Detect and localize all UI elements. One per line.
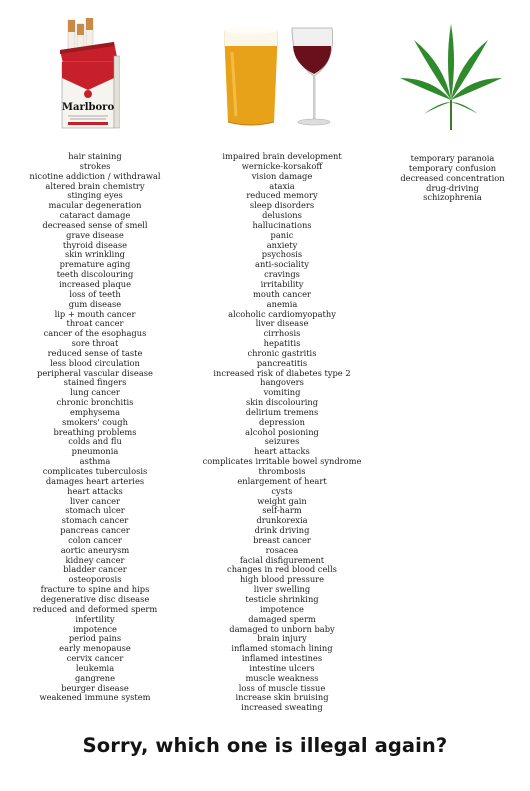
tobacco-effect-item: colds and flu bbox=[68, 436, 122, 447]
alcohol-effect-item: irritability bbox=[260, 278, 304, 289]
tobacco-effect-item: asthma bbox=[79, 456, 111, 467]
alcohol-effect-item: increased risk of diabetes type 2 bbox=[213, 367, 351, 378]
tobacco-effect-item: lip + mouth cancer bbox=[54, 308, 136, 319]
tobacco-effect-item: bladder cancer bbox=[63, 564, 127, 575]
tobacco-effect-item: breathing problems bbox=[53, 426, 137, 437]
tobacco-effect-item: pneumonia bbox=[71, 446, 119, 457]
caption-text: Sorry, which one is illegal again? bbox=[82, 734, 448, 757]
tobacco-effect-item: degenerative disc disease bbox=[40, 593, 150, 604]
tobacco-effect-item: infertility bbox=[75, 613, 115, 624]
alcohol-effect-item: loss of muscle tissue bbox=[238, 682, 326, 693]
alcohol-effect-item: impotence bbox=[260, 603, 304, 614]
tobacco-effect-item: throat cancer bbox=[66, 318, 124, 329]
tobacco-effect-item: complicates tuberculosis bbox=[42, 466, 148, 476]
beer-and-wine-icon bbox=[220, 22, 340, 132]
alcohol-effect-item: muscle weakness bbox=[245, 672, 319, 683]
tobacco-effect-item: macular degeneration bbox=[48, 200, 142, 211]
tobacco-effect-item: fracture to spine and hips bbox=[40, 584, 150, 595]
alcohol-effect-item: increase skin bruising bbox=[235, 692, 329, 703]
alcohol-effect-item: breast cancer bbox=[253, 534, 311, 545]
tobacco-effect-item: nicotine addiction / withdrawal bbox=[29, 170, 161, 181]
alcohol-effect-item: liver disease bbox=[255, 318, 309, 329]
tobacco-effect-item: less blood circulation bbox=[50, 357, 140, 368]
alcohol-effect-item: hallucinations bbox=[252, 219, 312, 230]
alcohol-effect-item: facial disfigurement bbox=[239, 554, 325, 565]
tobacco-effect-item: premature aging bbox=[59, 259, 131, 270]
cannabis-leaf-icon bbox=[398, 20, 504, 132]
alcohol-effects-list bbox=[192, 152, 372, 713]
tobacco-effect-item: increased plaque bbox=[58, 278, 132, 289]
tobacco-effect-item: thyroid disease bbox=[62, 239, 128, 250]
tobacco-effect-item: grave disease bbox=[66, 229, 124, 240]
tobacco-effect-item: peripheral vascular disease bbox=[37, 367, 153, 378]
tobacco-effect-item: sore throat bbox=[71, 338, 119, 349]
tobacco-effect-item: stomach cancer bbox=[61, 515, 129, 526]
alcohol-effect-item: reduced memory bbox=[246, 190, 318, 201]
alcohol-effect-item: cravings bbox=[264, 269, 300, 280]
alcohol-effect-item: impaired brain development bbox=[222, 151, 342, 161]
tobacco-effect-item: stained fingers bbox=[63, 377, 127, 388]
cannabis-effects-list bbox=[385, 154, 520, 203]
beer-and-wine-image bbox=[220, 22, 340, 132]
tobacco-effect-item: heart attacks bbox=[67, 485, 123, 496]
cigarette-pack-icon bbox=[58, 18, 120, 130]
alcohol-effect-item: self-harm bbox=[262, 505, 302, 516]
alcohol-effect-item: inflamed intestines bbox=[241, 653, 323, 664]
alcohol-effect-item: skin discolouring bbox=[245, 397, 319, 408]
alcohol-effect-item: inflamed stomach lining bbox=[231, 643, 333, 654]
alcohol-effect-item: changes in red blood cells bbox=[227, 564, 337, 575]
alcohol-effect-item: vomiting bbox=[263, 387, 301, 398]
tobacco-effect-item: stomach ulcer bbox=[65, 505, 125, 516]
tobacco-effect-item: cervix cancer bbox=[66, 653, 124, 664]
alcohol-effect-item: drink driving bbox=[254, 525, 310, 536]
alcohol-effect-item: panic bbox=[270, 229, 294, 240]
alcohol-effect-item: thrombosis bbox=[258, 466, 306, 476]
alcohol-effect-item: sleep disorders bbox=[249, 200, 315, 211]
alcohol-effect-item: ataxia bbox=[269, 180, 295, 191]
alcohol-effect-item: heart attacks bbox=[254, 446, 310, 457]
tobacco-effect-item: cancer of the esophagus bbox=[43, 328, 147, 339]
alcohol-effect-item: pancreatitis bbox=[256, 357, 308, 368]
alcohol-effect-item: seizures bbox=[264, 436, 300, 447]
alcohol-effect-item: wernicke-korsakoff bbox=[241, 160, 323, 171]
tobacco-effect-item: skin wrinkling bbox=[65, 249, 125, 260]
cannabis-effect-item: temporary paranoia bbox=[410, 153, 495, 163]
tobacco-effect-item: reduced sense of taste bbox=[47, 347, 143, 358]
tobacco-effect-item: leukemia bbox=[75, 662, 115, 673]
alcohol-effect-item: drunkorexia bbox=[256, 515, 308, 526]
alcohol-effect-item: intestine ulcers bbox=[249, 662, 315, 673]
tobacco-effect-item: chronic bronchitis bbox=[56, 397, 134, 408]
tobacco-effect-item: aortic aneurysm bbox=[60, 544, 130, 555]
tobacco-effect-item: gum disease bbox=[68, 298, 122, 309]
alcohol-effect-item: anxiety bbox=[266, 239, 298, 250]
alcohol-effect-item: brain injury bbox=[257, 633, 307, 644]
tobacco-effect-item: impotence bbox=[73, 623, 117, 634]
alcohol-effect-item: enlargement of heart bbox=[237, 475, 327, 486]
alcohol-effect-item: hangovers bbox=[260, 377, 304, 388]
tobacco-effect-item: damages heart arteries bbox=[45, 475, 145, 486]
tobacco-effect-item: altered brain chemistry bbox=[45, 180, 145, 191]
alcohol-effect-item: delusions bbox=[262, 210, 302, 221]
tobacco-effect-item: period pains bbox=[68, 633, 122, 644]
cannabis-effect-item: schizophrenia bbox=[423, 192, 482, 203]
alcohol-effect-item: anemia bbox=[266, 298, 298, 309]
tobacco-effect-item: stinging eyes bbox=[67, 190, 123, 201]
alcohol-effect-item: high blood pressure bbox=[239, 574, 325, 585]
alcohol-effect-item: vision damage bbox=[251, 170, 313, 181]
pack-brand-label: Marlboro bbox=[61, 102, 115, 113]
tobacco-effect-item: teeth discolouring bbox=[56, 269, 134, 280]
tobacco-effect-item: colon cancer bbox=[68, 534, 122, 545]
alcohol-effect-item: mouth cancer bbox=[253, 288, 311, 299]
cannabis-effect-item: drug-driving bbox=[426, 182, 479, 193]
alcohol-effect-item: weight gain bbox=[257, 495, 307, 506]
tobacco-effect-item: gangrene bbox=[74, 672, 116, 683]
tobacco-effect-item: emphysema bbox=[69, 406, 121, 417]
tobacco-effect-item: smokers' cough bbox=[62, 416, 128, 427]
tobacco-effect-item: hair staining bbox=[68, 151, 122, 161]
cannabis-effect-item: temporary confusion bbox=[408, 162, 497, 173]
alcohol-effect-item: alcoholic cardiomyopathy bbox=[228, 308, 336, 319]
tobacco-effect-item: beurger disease bbox=[61, 682, 129, 693]
tobacco-effect-item: strokes bbox=[79, 160, 111, 171]
tobacco-effect-item: decreased sense of smell bbox=[42, 219, 148, 230]
alcohol-effect-item: psychosis bbox=[261, 249, 303, 260]
alcohol-effect-item: liver swelling bbox=[253, 584, 311, 595]
tobacco-effect-item: reduced and deformed sperm bbox=[32, 603, 158, 614]
alcohol-effect-item: depression bbox=[259, 416, 305, 427]
tobacco-effect-item: osteoporosis bbox=[68, 574, 122, 585]
alcohol-effect-item: complicates irritable bowel syndrome bbox=[202, 456, 362, 467]
alcohol-effect-item: rosacea bbox=[265, 544, 299, 555]
tobacco-effect-item: pancreas cancer bbox=[60, 525, 130, 536]
tobacco-effect-item: lung cancer bbox=[70, 387, 120, 398]
alcohol-effect-item: alcohol posioning bbox=[245, 426, 319, 437]
cannabis-leaf-image bbox=[398, 20, 504, 132]
cigarette-pack-image bbox=[58, 18, 120, 130]
tobacco-effect-item: weakened immune system bbox=[39, 692, 151, 703]
tobacco-effects-list bbox=[10, 152, 180, 703]
alcohol-effect-item: hepatitis bbox=[263, 338, 301, 349]
alcohol-effect-item: cysts bbox=[271, 485, 293, 496]
alcohol-effect-item: anti-sociality bbox=[255, 259, 309, 270]
tobacco-effect-item: kidney cancer bbox=[65, 554, 125, 565]
alcohol-effect-item: increased sweating bbox=[241, 702, 323, 713]
alcohol-effect-item: delirium tremens bbox=[245, 406, 319, 417]
tobacco-effect-item: cataract damage bbox=[59, 210, 131, 221]
alcohol-effect-item: cirrhosis bbox=[263, 328, 301, 339]
alcohol-effect-item: testicle shrinking bbox=[245, 593, 319, 604]
alcohol-effect-item: chronic gastritis bbox=[247, 347, 317, 358]
tobacco-effect-item: early menopause bbox=[59, 643, 131, 654]
cannabis-effect-item: decreased concentration bbox=[400, 172, 505, 183]
alcohol-effect-item: damaged sperm bbox=[248, 613, 316, 624]
tobacco-effect-item: loss of teeth bbox=[69, 288, 121, 299]
alcohol-effect-item: damaged to unborn baby bbox=[229, 623, 335, 634]
tobacco-effect-item: liver cancer bbox=[70, 495, 120, 506]
